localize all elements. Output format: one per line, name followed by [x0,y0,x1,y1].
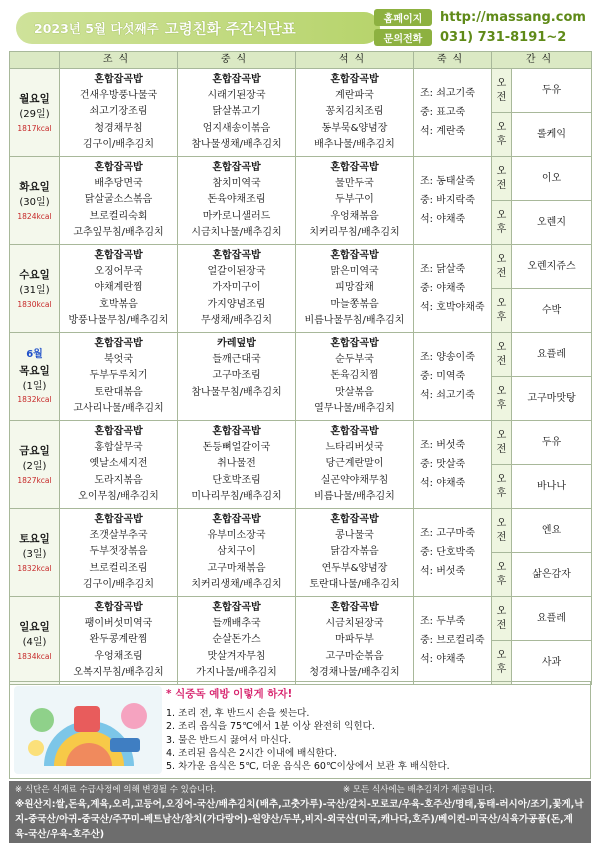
porridge-item: 석: 야채죽 [420,654,466,665]
lunch-cell [178,333,296,421]
snack-am: 엔요 [512,509,592,553]
day-name: 토요일 [19,532,50,545]
porridge-item: 석: 버섯죽 [420,566,466,577]
menu-item: 혼합잡곡밥 [94,425,143,437]
porridge-item: 중: 단호박죽 [420,547,475,558]
snack-pm: 고구마맛탕 [512,377,592,421]
menu-item: 피망잡채 [335,282,374,294]
pm-label: 오 후 [492,465,512,509]
menu-item: 혼합잡곡밥 [94,513,143,525]
porridge-item: 조: 버섯죽 [420,440,466,451]
menu-item: 고구마채볶음 [207,562,266,574]
snack-pm: 사과 [512,641,592,685]
porridge-item: 석: 호박야채죽 [420,302,485,313]
snack-am: 이오 [512,157,592,201]
breakfast-cell [60,509,178,597]
snack-pm: 오렌지 [512,201,592,245]
tip-item: 3. 물은 반드시 끓여서 마신다. [166,734,292,746]
porridge-item: 중: 야채죽 [420,283,466,294]
menu-change-note: ※ 식단은 식재료 수급사정에 의해 변경될 수 있습니다. [15,785,217,795]
menu-item: 혼합잡곡밥 [212,513,261,525]
tip-item: 2. 조리 음식을 75℃에서 1분 이상 완전히 익힌다. [166,721,375,733]
day-cell [10,597,60,685]
day-date: (4일) [22,637,47,649]
pm-label: 오 후 [492,201,512,245]
tip-item: 5. 차가운 음식은 5℃, 더운 음식은 60℃이상에서 보관 후 배식한다. [166,761,450,773]
am-label: 오 전 [492,245,512,289]
day-cell [10,245,60,333]
porridge-item: 조: 쇠고기죽 [420,88,475,99]
table-header-row [10,52,592,69]
menu-item: 고사리나물/배추김치 [73,402,164,414]
porridge-cell [414,509,492,597]
menu-item: 가지양념조림 [207,298,266,310]
menu-item: 옛날소세지전 [89,458,148,470]
header-breakfast: 조식 [60,52,178,69]
menu-item: 혼합잡곡밥 [330,161,379,173]
menu-item: 혼합잡곡밥 [330,513,379,525]
day-date: (30일) [19,197,50,209]
phone-label: 문의전화 [374,29,432,46]
snack-pm: 바나나 [512,465,592,509]
menu-item: 호박볶음 [99,298,138,310]
porridge-item: 조: 닭살죽 [420,264,466,275]
menu-item: 치커리무침/배추김치 [309,226,400,238]
menu-item: 동부묵&양념장 [321,122,388,134]
am-label: 오 전 [492,69,512,113]
menu-item: 실곤약야채무침 [320,474,389,486]
page-title: 고령친화 주간식단표 [164,21,296,38]
menu-item: 혼합잡곡밥 [330,601,379,613]
breakfast-cell [60,245,178,333]
menu-item: 가지나물/배추김치 [196,666,277,678]
title-prefix: 2023년 5월 다섯째주 [34,21,159,36]
menu-item: 취나물전 [217,458,256,470]
menu-item: 닭감자볶음 [330,546,379,558]
day-name: 화요일 [19,180,50,193]
breakfast-cell [60,157,178,245]
porridge-item: 조: 두부죽 [420,616,466,627]
menu-item: 무생채/배추김치 [201,314,272,326]
menu-item: 순살돈가스 [212,634,261,646]
pm-label: 오 후 [492,289,512,333]
day-cell [10,421,60,509]
menu-item: 두부두루치기 [89,370,148,382]
menu-item: 혼합잡곡밥 [212,425,261,437]
menu-item: 혼합잡곡밥 [330,73,379,85]
menu-item: 혼합잡곡밥 [94,73,143,85]
calorie-label: 1824kcal [17,211,52,221]
menu-item: 혼합잡곡밥 [212,161,261,173]
day-row [10,333,592,377]
menu-item: 들깨근대국 [212,354,261,366]
menu-item: 두부젓장볶음 [89,546,148,558]
pm-label: 오 후 [492,641,512,685]
menu-item: 조갯살부추국 [89,530,148,542]
breakfast-cell [60,597,178,685]
menu-item: 혼합잡곡밥 [330,249,379,261]
porridge-cell [414,245,492,333]
menu-item: 돈등뼈얼갈이국 [202,442,271,454]
porridge-cell [414,597,492,685]
day-name: 월요일 [19,92,50,105]
kimchi-note: ※ 모든 식사에는 배추김치가 제공됩니다. [342,785,495,795]
breakfast-cell [60,421,178,509]
menu-item: 계란파국 [335,90,374,102]
menu-item: 브로컬리조림 [89,562,148,574]
menu-item: 혼합잡곡밥 [94,337,143,349]
dinner-cell [296,245,414,333]
menu-item: 들깨배추국 [212,618,261,630]
menu-item: 혼합잡곡밥 [212,73,261,85]
day-name: 일요일 [19,620,50,633]
calorie-label: 1830kcal [17,299,52,309]
day-cell [10,333,60,421]
menu-item: 시래기된장국 [207,90,266,102]
menu-item: 돈육김치찜 [330,370,379,382]
header-snack: 간식 [492,52,592,69]
day-row [10,597,592,641]
menu-item: 열무나물/배추김치 [314,402,395,414]
menu-item: 브로컬리숙회 [89,210,148,222]
day-row [10,69,592,113]
snack-pm: 롤케익 [512,113,592,157]
menu-item: 얼갈이된장국 [207,266,266,278]
menu-item: 오징어무국 [94,266,143,278]
menu-item: 닭살볶고기 [212,106,261,118]
weekly-menu-table [9,51,592,685]
title-banner [16,12,380,44]
dinner-cell [296,509,414,597]
calorie-label: 1834kcal [17,651,52,661]
menu-item: 시금치나물/배추김치 [191,226,282,238]
menu-item: 혼합잡곡밥 [94,249,143,261]
menu-item: 완두콩계란찜 [89,634,148,646]
menu-item: 홍합살무국 [94,442,143,454]
menu-item: 고구마순볶음 [325,650,384,662]
porridge-cell [414,157,492,245]
porridge-item: 석: 야채죽 [420,214,466,225]
dinner-cell [296,157,414,245]
porridge-item: 중: 표고죽 [420,107,466,118]
tip-item: 4. 조리된 음식은 2시간 이내에 배식한다. [166,747,337,759]
day-row [10,157,592,201]
menu-item: 김구이/배추김치 [83,578,154,590]
snack-am: 요플레 [512,333,592,377]
menu-item: 건새우방풍나물국 [79,90,158,102]
day-cell [10,509,60,597]
porridge-item: 중: 맛살죽 [420,459,466,470]
day-date: (1일) [22,380,47,392]
menu-item: 오이무침/배추김치 [78,490,159,502]
food-safety-illustration [14,686,162,774]
header [8,6,592,48]
porridge-item: 조: 고구마죽 [420,528,475,539]
porridge-cell [414,69,492,157]
menu-item: 배추나물/배추김치 [314,138,395,150]
menu-item: 청경채무침 [94,122,143,134]
menu-item: 시금치된장국 [325,618,384,630]
header-day [10,52,60,69]
am-label: 오 전 [492,157,512,201]
tips-title: * 식중독 예방 이렇게 하자! [166,688,293,700]
porridge-item: 석: 야채죽 [420,478,466,489]
menu-item: 참치미역국 [212,178,261,190]
month-label: 6월 [26,349,43,361]
pm-label: 오 후 [492,377,512,421]
day-date: (3일) [22,549,47,561]
menu-item [178,401,295,417]
menu-item: 혼합잡곡밥 [330,337,379,349]
menu-item: 카레덮밥 [217,337,256,349]
menu-item: 마늘쫑볶음 [330,298,379,310]
pm-label: 오 후 [492,113,512,157]
dinner-cell [296,69,414,157]
menu-item: 닭살굴소스볶음 [84,194,153,206]
porridge-item: 중: 브로컬리죽 [420,635,485,646]
food-safety-box [9,681,591,779]
porridge-cell [414,333,492,421]
lunch-cell [178,597,296,685]
day-date: (29일) [19,109,50,121]
menu-item: 방풍나물무침/배추김치 [68,314,169,326]
menu-item: 맛살겨자무침 [207,650,266,662]
menu-item: 꽁치김치조림 [325,106,384,118]
lunch-cell [178,69,296,157]
dinner-cell [296,421,414,509]
day-row [10,421,592,465]
menu-item: 콩나물국 [335,530,374,542]
menu-item: 가자미구이 [212,282,261,294]
tip-item: 1. 조리 전, 후 반드시 손을 씻는다. [166,708,310,719]
menu-item: 혼합잡곡밥 [94,161,143,173]
day-row [10,245,592,289]
menu-item: 비름나물무침/배추김치 [304,314,405,326]
menu-item: 토란대나물/배추김치 [309,578,400,590]
lunch-cell [178,245,296,333]
menu-item: 도라지볶음 [94,474,143,486]
day-row [10,509,592,553]
lunch-cell [178,157,296,245]
day-name: 금요일 [19,444,50,457]
menu-item: 마파두부 [335,634,374,646]
menu-item: 마카로니샐러드 [202,210,271,222]
am-label: 오 전 [492,333,512,377]
menu-item: 북엇국 [104,354,133,366]
phone-number: 031) 731-8191~2 [440,29,567,45]
calorie-label: 1832kcal [17,395,52,405]
snack-pm: 수박 [512,289,592,333]
breakfast-cell [60,333,178,421]
menu-item: 참나물무침/배추김치 [191,386,282,398]
am-label: 오 전 [492,509,512,553]
homepage-link[interactable]: http://massang.com [440,9,586,25]
menu-item: 김구이/배추김치 [83,138,154,150]
calorie-label: 1827kcal [17,475,52,485]
origin-note: ※원산지:쌀,돈육,계육,오리,고등어,오징어-국산/배추김치(배추,고춧가루)-국산/갈치-모로코/우육-호주산/명태,동태-러시아/조기,꽃게,낙지-중국산/아귀-중국산/주꾸미-베트남산/참치(가다랑어)-원양산/두부,비지-외국산(미국,캐나다,호주)/베이컨-미국산/식육가공품(돈,계육-국산/우육-호주산) [15,799,584,840]
menu-item: 야채계란찜 [94,282,143,294]
snack-pm: 삶은감자 [512,553,592,597]
dinner-cell [296,333,414,421]
day-cell [10,157,60,245]
day-name: 수요일 [19,268,50,281]
lunch-cell [178,421,296,509]
menu-item: 고구마조림 [212,370,261,382]
menu-item: 엄지새송이볶음 [202,122,271,134]
menu-item: 팽이버섯미역국 [84,618,153,630]
porridge-item: 석: 쇠고기죽 [420,390,475,401]
menu-item: 비름나물/배추김치 [314,490,395,502]
menu-item: 배추당면국 [94,178,143,190]
notes-panel [9,781,591,843]
menu-item: 쇠고기장조림 [89,106,148,118]
snack-am: 요플레 [512,597,592,641]
calorie-label: 1817kcal [17,123,52,133]
menu-item: 유부미소장국 [207,530,266,542]
menu-item: 맛살볶음 [335,386,374,398]
menu-item: 혼합잡곡밥 [212,601,261,613]
porridge-item: 석: 계란죽 [420,126,466,137]
porridge-item: 중: 미역죽 [420,371,466,382]
porridge-item: 조: 동태살죽 [420,176,475,187]
menu-item: 미나리무침/배추김치 [191,490,282,502]
homepage-label: 홈페이지 [374,9,432,26]
header-lunch: 중식 [178,52,296,69]
menu-item: 우엉채조림 [94,650,143,662]
snack-am: 오렌지쥬스 [512,245,592,289]
menu-item: 느타리버섯국 [325,442,384,454]
porridge-cell [414,421,492,509]
snack-am: 두유 [512,421,592,465]
day-name: 목요일 [19,364,50,377]
am-label: 오 전 [492,421,512,465]
menu-item: 물만두국 [335,178,374,190]
day-date: (31일) [19,285,50,297]
header-dinner: 석식 [296,52,414,69]
day-cell [10,69,60,157]
menu-item: 순두부국 [335,354,374,366]
contact-info [374,8,590,48]
menu-item: 삼치구이 [217,546,256,558]
dinner-cell [296,597,414,685]
breakfast-cell [60,69,178,157]
menu-item: 청경채나물/배추김치 [309,666,400,678]
menu-item: 단호박조림 [212,474,261,486]
snack-am: 두유 [512,69,592,113]
am-label: 오 전 [492,597,512,641]
menu-item: 혼합잡곡밥 [94,601,143,613]
porridge-item: 중: 바지락죽 [420,195,475,206]
menu-item: 혼합잡곡밥 [212,249,261,261]
menu-item: 연두부&양념장 [321,562,388,574]
porridge-item: 조: 양송이죽 [420,352,475,363]
menu-item: 오복지무침/배추김치 [73,666,164,678]
menu-item: 두부구이 [335,194,374,206]
menu-item: 돈육야채조림 [207,194,266,206]
day-date: (2일) [22,461,47,473]
menu-item: 토란대볶음 [94,386,143,398]
menu-item: 고추잎무침/배추김치 [73,226,164,238]
food-safety-tips [166,686,586,773]
menu-item: 맑은미역국 [330,266,379,278]
menu-item: 혼합잡곡밥 [330,425,379,437]
menu-item: 당근계란말이 [325,458,384,470]
menu-item: 우엉채볶음 [330,210,379,222]
pm-label: 오 후 [492,553,512,597]
lunch-cell [178,509,296,597]
calorie-label: 1832kcal [17,563,52,573]
menu-item: 참나물생채/배추김치 [191,138,282,150]
menu-item: 치커리생채/배추김치 [191,578,282,590]
header-porridge: 죽식 [414,52,492,69]
